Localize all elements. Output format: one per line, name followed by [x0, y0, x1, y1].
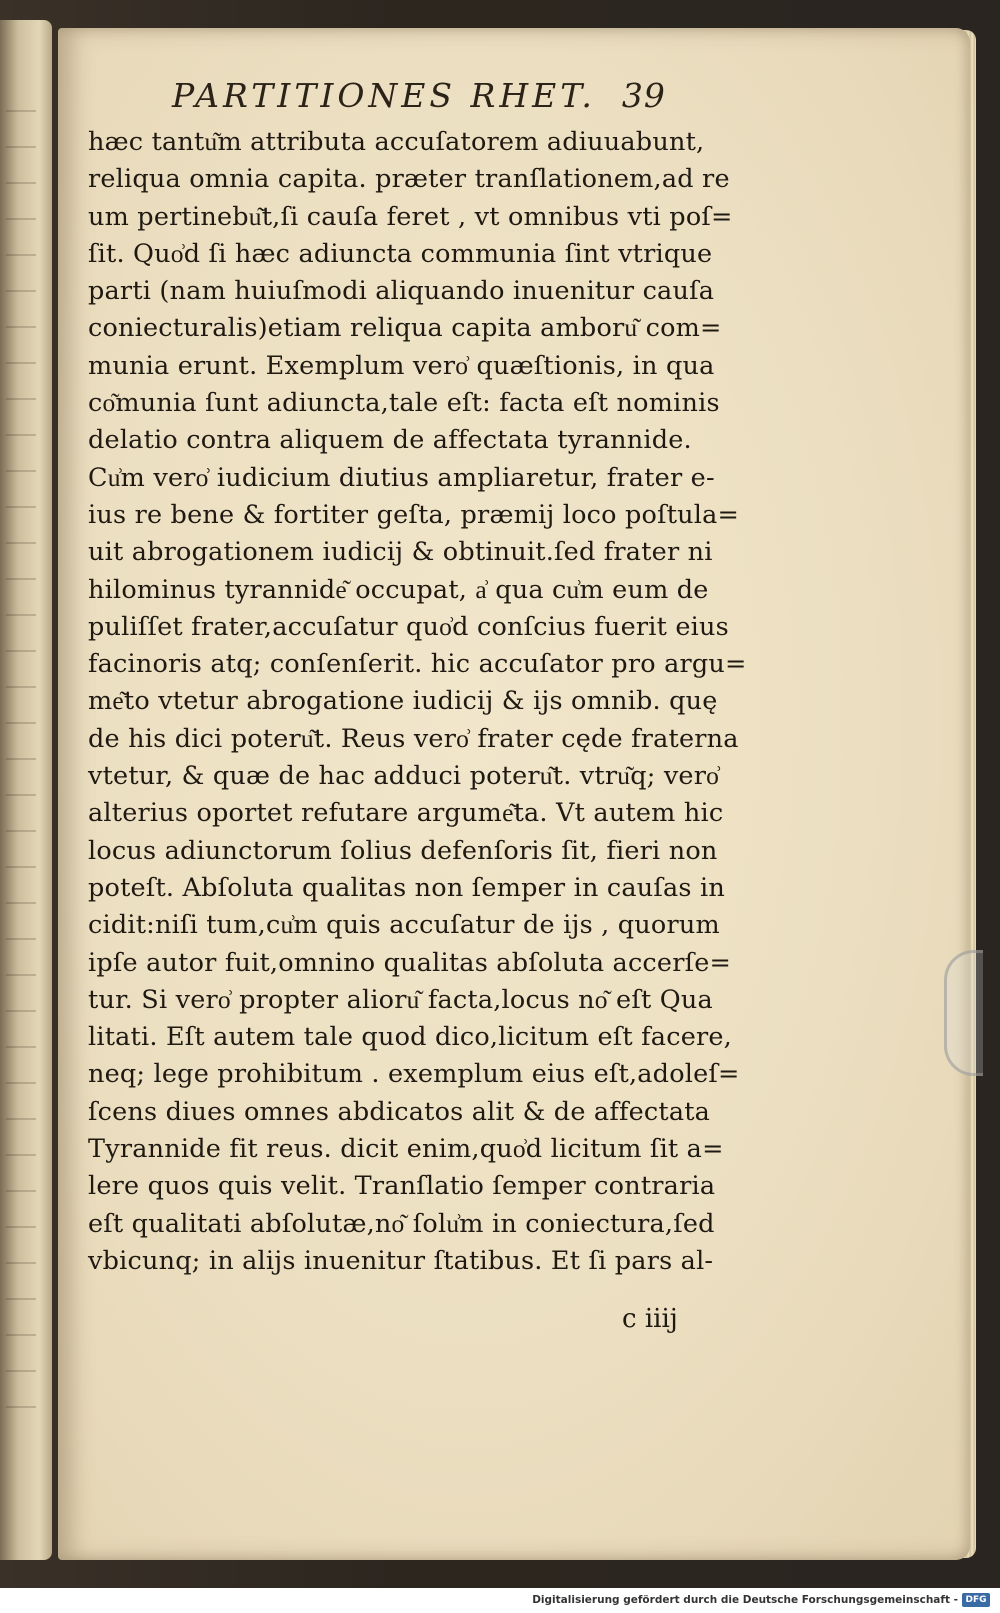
text-line: facinoris atq; conſenſerit. hic accuſator pro argu= — [88, 649, 747, 680]
text-line: tur. Si vero͗ propter alioru͂ facta,locus no͂ eſt Qua — [88, 984, 713, 1015]
left-page-edge — [0, 20, 52, 1560]
signature-mark: c iiij — [622, 1304, 678, 1334]
text-line: me͂to vtetur abrogatione iudicij & ijs omnib. quę — [88, 686, 718, 717]
text-line: co͂munia ſunt adiuncta,tale eſt: facta eſt nominis — [88, 388, 720, 419]
text-line: lere quos quis velit. Tranſlatio ſemper contraria — [88, 1171, 716, 1202]
text-line: munia erunt. Exemplum vero͗ quæſtionis, in qua — [88, 350, 715, 381]
text-line: ipſe autor fuit,omnino qualitas abſoluta accerſe= — [88, 947, 732, 978]
text-line: uit abrogationem iudicij & obtinuit.ſed frater ni — [88, 537, 713, 568]
text-line: vtetur, & quæ de hac adduci poteru͂t. vtru͂q; vero͗ — [88, 761, 720, 792]
text-line: Cu͗m vero͗ iudicium diutius ampliaretur, frater e- — [88, 462, 715, 493]
text-line: vbicunq; in alijs inuenitur ſtatibus. Et ſi pars al- — [88, 1245, 714, 1276]
text-line: puliſſet frater,accuſatur quo͗d conſcius fuerit eius — [88, 611, 729, 642]
running-header — [172, 76, 732, 124]
digitization-credit: Digitalisierung gefördert durch die Deutsche Forschungsgemeinschaft - — [532, 1594, 958, 1606]
left-page-bleed-text — [6, 110, 36, 1410]
text-line: ius re bene & fortiter geſta, præmij loco poſtula= — [88, 499, 740, 530]
text-line: poteſt. Abſoluta qualitas non ſemper in cauſas in — [88, 872, 726, 903]
text-line: neq; lege prohibitum . exemplum eius eſt,adoleſ= — [88, 1059, 740, 1090]
text-line: reliqua omnia capita. præter tranſlationem,ad re — [88, 164, 730, 195]
text-line: alterius oportet refutare argume͂ta. Vt autem hic — [88, 798, 724, 829]
text-line: parti (nam huiuſmodi aliquando inuenitur cauſa — [88, 276, 715, 307]
text-line: cidit:niſi tum,cu͗m quis accuſatur de ijs , quorum — [88, 910, 720, 941]
text-line: litati. Eſt autem tale quod dico,licitum eſt facere, — [88, 1022, 732, 1053]
text-line: um pertinebu͂t,ſi cauſa feret , vt omnibus vti poſ= — [88, 201, 733, 232]
text-line: de his dici poteru͂t. Reus vero͗ frater cęde fraterna — [88, 723, 739, 754]
page-clip — [944, 950, 983, 1076]
text-line: hæc tantu͂m attributa accuſatorem adiuuabunt, — [88, 127, 705, 157]
text-line: delatio contra aliquem de affectata tyrannide. — [88, 425, 692, 456]
page-body-text — [88, 124, 788, 1280]
text-line: eſt qualitati abſolutæ,no͂ ſolu͗m in coniectura,ſed — [88, 1208, 715, 1239]
text-line: locus adiunctorum ſolius defenſoris ſit, fieri non — [88, 835, 718, 866]
text-line: Tyrannide fit reus. dicit enim,quo͗d licitum ſit a= — [88, 1134, 724, 1165]
text-line: hilominus tyrannide͂ occupat, a͗ qua cu͗m eum de — [88, 574, 709, 605]
folio-number: 39 — [621, 76, 666, 115]
running-title: PARTITIONES RHET. — [172, 76, 596, 115]
text-line: ſcens diues omnes abdicatos alit & de affectata — [88, 1096, 711, 1127]
dfg-logo-icon: DFG — [962, 1593, 990, 1607]
text-line: ſit. Quo͗d ſi hæc adiuncta communia ſint vtrique — [88, 238, 713, 269]
text-line: coniecturalis)etiam reliqua capita amboru͂ com= — [88, 313, 722, 344]
